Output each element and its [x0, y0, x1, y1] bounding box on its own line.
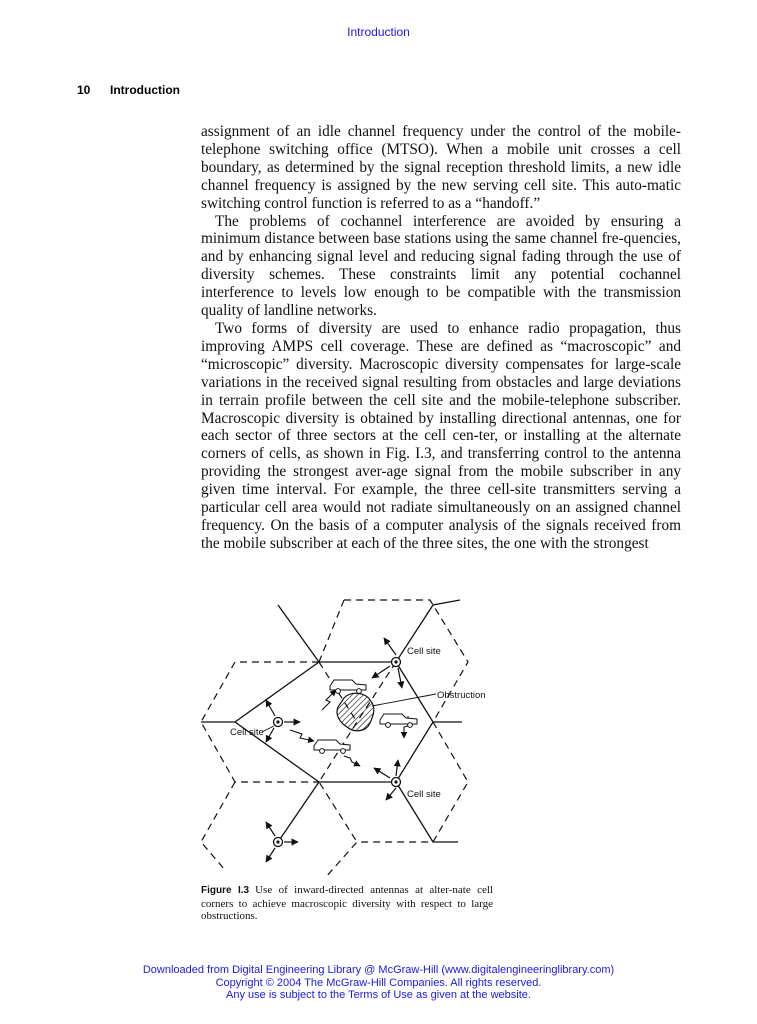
figure-caption [201, 884, 493, 923]
body-text [201, 123, 681, 553]
page-number: 10 [77, 83, 91, 97]
label-obstruction: Obstruction [437, 690, 486, 701]
paragraph-2: The problems of cochannel interference are avoided by ensuring a minimum distance between base stations using the same channel fre-quencies, and by enhancing signal level and reducing signal fading through the use of diversity schemes. These constraints limit any potential cochannel interference to levels low enough to be compatible with the transmission quality of landline networks. [201, 212, 681, 320]
footer-terms[interactable]: Any use is subject to the Terms of Use as given at the website. [226, 989, 531, 1001]
car-top [330, 680, 366, 693]
header-link[interactable]: Introduction [347, 25, 410, 39]
footer-download-link[interactable]: Downloaded from Digital Engineering Library @ McGraw-Hill (www.digitalengineeringlibrary.com) [142, 964, 615, 976]
obstruction-leader [372, 694, 436, 706]
running-head: Introduction [110, 83, 180, 97]
footer [0, 964, 757, 1002]
paragraph-3: Two forms of diversity are used to enhance radio propagation, thus improving AMPS cell coverage. These are defined as “macroscopic” and “microscopic” diversity. Macroscopic diversity compensates for large-scale variations in the received signal resulting from obstacles and large deviations in terrain profile between the cell site and the mobile-telephone subscriber. Macroscopic diversity is obtained by installing directional antennas, one for each sector of three sectors at the cell cen-ter, or installing at the alternate corners of cells, as shown in Fig. I.3, and transferring control to the antenna providing the strongest aver-age signal from the mobile subscriber in any given time interval. For example, the three cell-site transmitters serving a particular cell area would not radiate simultaneously on an assigned channel frequency. On the basis of a computer analysis of the signals received from the mobile subscriber at each of the three sites, the one with the strongest [201, 319, 681, 552]
solid-hex-grid [201, 600, 462, 842]
label-cell-site-bottom: Cell site [407, 789, 441, 800]
car-left [314, 740, 350, 753]
label-cell-site-top: Cell site [407, 646, 441, 657]
footer-copyright: Copyright © 2004 The McGraw-Hill Companies. All rights reserved. [215, 976, 542, 989]
label-cell-site-left: Cell site [230, 727, 264, 738]
car-right [380, 714, 417, 727]
obstruction-shape [337, 693, 374, 731]
figure-diagram [200, 592, 500, 880]
paragraph-1: assignment of an idle channel frequency under the control of the mobile-telephone switching office (MTSO). When a mobile unit crosses a cell boundary, as determined by the signal reception threshold limits, a new idle channel frequency is assigned by the new serving cell site. This auto-matic switching control function is referred to as a “handoff.” [201, 123, 681, 212]
caption-label: Figure I.3 [201, 885, 250, 896]
caption-text: Use of inward-directed antennas at alter-nate cell corners to achieve macroscopic diversity with respect to large obstructions. [201, 884, 493, 922]
dashed-hex-grid [201, 600, 468, 878]
